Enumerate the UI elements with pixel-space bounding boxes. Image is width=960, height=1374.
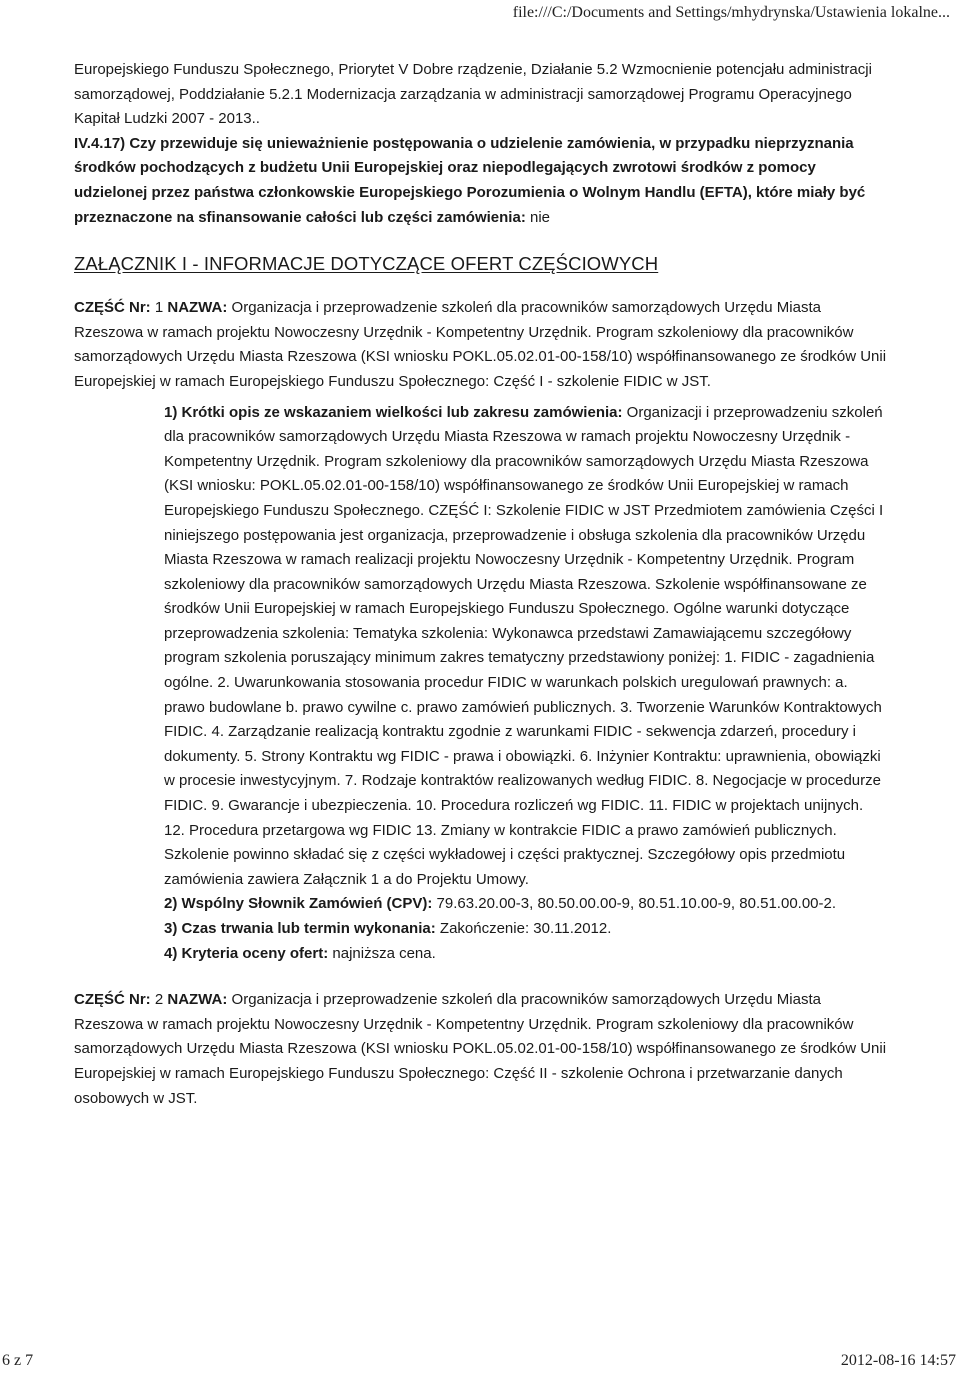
- section-iv-4-17: [74, 132, 888, 230]
- print-datetime: 2012-08-16 14:57: [840, 1352, 956, 1369]
- part-1-cpv-text: 79.63.20.00-3, 80.50.00.00-9, 80.51.10.00-9, 80.51.00.00-2.: [432, 895, 837, 913]
- part-1-duration-text: Zakończenie: 30.11.2012.: [435, 920, 612, 937]
- part-1-criteria: [164, 942, 888, 967]
- part-2-heading: [74, 988, 888, 1111]
- part-1-nr-label: CZĘŚĆ Nr:: [74, 299, 151, 317]
- iv-4-17-label: IV.4.17) Czy przewiduje się unieważnienie postępowania o udzielenie zamówienia, w przypadku nieprzyznania środków pochodzących z budżetu Unii Europejskiej oraz niepodlegających zwrotowi środków z pomocy udzielonej przez państwa członkowskie Europejskiego Porozumienia o Wolnym Handlu (EFTA), które miały być przeznaczone na sfinansowanie całości lub części zamówienia:: [74, 134, 866, 226]
- part-1-criteria-label: 4) Kryteria oceny ofert:: [164, 944, 329, 962]
- part-2-nr: 2: [150, 991, 168, 1009]
- part-2-name-label: NAZWA:: [167, 991, 228, 1009]
- part-1-name: Organizacja i przeprowadzenie szkoleń dla pracowników samorządowych Urzędu Miasta Rzeszowa w ramach projektu Nowoczesny Urzędnik - Kompetentny Urzędnik. Program szkoleniowy dla pracowników samorządowych Urzędu Miasta Rzeszowa (KSI wniosku POKL.05.02.01-00-158/10) współfinansowanego ze środków Unii Europejskiej w ramach Europejskiego Funduszu Społecznego: Część I - szkolenie FIDIC w JST.: [74, 299, 887, 390]
- part-1-description: [164, 401, 888, 893]
- part-1-cpv-label: 2) Wspólny Słownik Zamówień (CPV):: [164, 895, 433, 913]
- part-1-heading: [74, 296, 888, 394]
- intro-paragraph: Europejskiego Funduszu Społecznego, Priorytet V Dobre rządzenie, Działanie 5.2 Wzmocnienie potencjału administracji samorządowej, Poddziałanie 5.2.1 Modernizacja zarządzania w administracji samorządowej Programu Operacyjnego Kapitał Ludzki 2007 - 2013..: [74, 61, 872, 128]
- page-number: 6 z 7: [2, 1352, 34, 1369]
- part-1-name-label: NAZWA:: [167, 299, 228, 317]
- browser-print-url: file:///C:/Documents and Settings/mhydrynska/Ustawienia lokalne...: [512, 4, 950, 21]
- part-1-description-text: Organizacji i przeprowadzeniu szkoleń dla pracowników samorządowych Urzędu Miasta Rzeszowa w ramach projektu Nowoczesny Urzędnik - Kompetentny Urzędnik. Program szkoleniowy dla pracowników samorządowych Urzędu Miasta Rzeszowa (KSI wniosku: POKL.05.02.01-00-158/10) współfinansowanego ze środków Unii Europejskiej w ramach Europejskiego Funduszu Społecznego. CZĘŚĆ I: Szkolenie FIDIC w JST Przedmiotem zamówienia Części I niniejszego postępowania jest organizacja, przeprowadzenie i obsługa szkolenia dla pracowników Urzędu Miasta Rzeszowa w ramach realizacji projektu Nowoczesny Urzędnik - Kompetentny Urzędnik. Program szkoleniowy dla pracowników samorządowych Urzędu Miasta Rzeszowa. Szkolenie współfinansowane ze środków Unii Europejskiej w ramach Europejskiego Funduszu Społecznego. Ogólne warunki dotyczące przeprowadzenia szkolenia: Tematyka szkolenia: Wykonawca przedstawi Zamawiającemu szczegółowy program szkolenia poruszający minimum zakres tematyczny przedstawiony poniżej: 1. FIDIC - zagadnienia ogólne. 2. Uwarunkowania stosowania procedur FIDIC w warunkach polskich uregulowań prawnych: a. prawo budowlane b. prawo cywilne c. prawo zamówień publicznych. 3. Tworzenie Warunków Kontraktowych FIDIC. 4. Zarządzanie realizacją kontraktu zgodnie z warunkami FIDIC - sekwencja zdarzeń, procedury i dokumenty. 5. Strony Kontraktu wg FIDIC - prawa i obowiązki. 6. Inżynier Kontraktu: uprawnienia, obowiązki w procesie inwestycyjnym. 7. Rodzaje kontraktów realizowanych według FIDIC. 8. Negocjacje w procedurze FIDIC. 9. Gwarancje i ubezpieczenia. 10. Procedura rozliczeń wg FIDIC. 11. FIDIC w projektach unijnych. 12. Procedura przetargowa wg FIDIC 13. Zmiany w kontrakcie FIDIC a prawo zamówień publicznych. Szkolenie powinno składać się z części wykładowej i części praktycznej. Szczegółowy opis przedmiotu zamówienia zawiera Załącznik 1 a do Projektu Umowy.: [164, 403, 884, 888]
- part-2-nr-label: CZĘŚĆ Nr:: [74, 991, 151, 1009]
- part-1-duration: [164, 917, 888, 942]
- part-1-nr: 1: [150, 299, 168, 317]
- part-2-name: Organizacja i przeprowadzenie szkoleń dla pracowników samorządowych Urzędu Miasta Rzeszowa w ramach projektu Nowoczesny Urzędnik - Kompetentny Urzędnik. Program szkoleniowy dla pracowników samorządowych Urzędu Miasta Rzeszowa (KSI wniosku POKL.05.02.01-00-158/10) współfinansowanego ze środków Unii Europejskiej w ramach Europejskiego Funduszu Społecznego: Część II - szkolenie Ochrona i przetwarzanie danych osobowych w JST.: [74, 991, 887, 1107]
- part-1-duration-label: 3) Czas trwania lub termin wykonania:: [164, 920, 436, 937]
- part-1-criteria-text: najniższa cena.: [328, 944, 436, 962]
- annex-title: ZAŁĄCZNIK I - INFORMACJE DOTYCZĄCE OFERT CZĘŚCIOWYCH: [74, 253, 659, 275]
- iv-4-17-value: nie: [525, 208, 550, 226]
- document-body: [74, 58, 888, 1111]
- part-1-details: [164, 401, 888, 967]
- part-1-cpv: [164, 892, 888, 917]
- part-1-description-label: 1) Krótki opis ze wskazaniem wielkości lub zakresu zamówienia:: [164, 403, 623, 421]
